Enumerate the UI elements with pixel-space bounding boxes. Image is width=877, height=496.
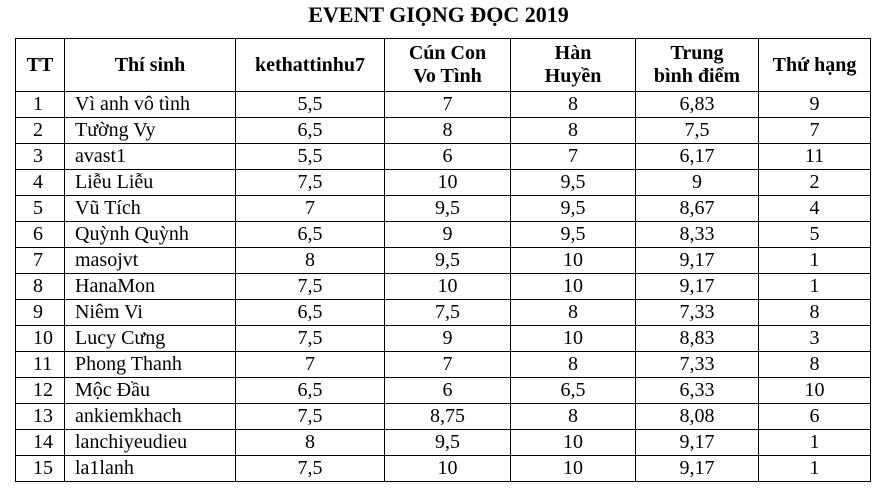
average-score-cell: 8,33	[636, 222, 759, 248]
judge-2-score-cell: 10	[385, 456, 511, 482]
contestant-name-cell: masojvt	[65, 248, 236, 274]
row-number-cell: 3	[16, 144, 65, 170]
judge-2-score-cell: 9	[385, 326, 511, 352]
judge-1-score-cell: 7,5	[236, 456, 385, 482]
judge-2-score-cell: 7	[385, 92, 511, 118]
row-number-cell: 13	[16, 404, 65, 430]
judge-2-score-cell: 8,75	[385, 404, 511, 430]
rank-cell: 8	[759, 300, 871, 326]
header-judge-3	[511, 39, 636, 92]
judge-2-score-cell: 7	[385, 352, 511, 378]
judge-2-score-cell: 10	[385, 170, 511, 196]
average-score-cell: 7,5	[636, 118, 759, 144]
judge-2-score-cell: 9	[385, 222, 511, 248]
judge-1-score-cell: 8	[236, 248, 385, 274]
judge-3-score-cell: 8	[511, 92, 636, 118]
judge-3-score-cell: 8	[511, 404, 636, 430]
average-score-cell: 9,17	[636, 248, 759, 274]
judge-1-score-cell: 7	[236, 196, 385, 222]
contestant-name-cell: Vì anh vô tình	[65, 92, 236, 118]
judge-2-score-cell: 8	[385, 118, 511, 144]
judge-3-score-cell: 10	[511, 274, 636, 300]
header-judge-2-line-1: Cún Con	[408, 42, 487, 64]
table-row	[16, 456, 871, 482]
average-score-cell: 9	[636, 170, 759, 196]
header-judge-3-line-1: Hàn	[554, 42, 592, 64]
header-judge-1: kethattinhu7	[236, 39, 385, 92]
row-number-cell: 1	[16, 92, 65, 118]
contestant-name-cell: la1lanh	[65, 456, 236, 482]
table-row	[16, 92, 871, 118]
judge-3-score-cell: 10	[511, 248, 636, 274]
header-average	[636, 39, 759, 92]
row-number-cell: 5	[16, 196, 65, 222]
rank-cell: 1	[759, 456, 871, 482]
table-row	[16, 404, 871, 430]
judge-3-score-cell: 8	[511, 352, 636, 378]
table-row	[16, 300, 871, 326]
header-judge-3-line-2: Huyền	[544, 65, 602, 87]
table-row	[16, 352, 871, 378]
contestant-name-cell: ankiemkhach	[65, 404, 236, 430]
contestant-name-cell: Liễu Liễu	[65, 170, 236, 196]
contestant-name-cell: Phong Thanh	[65, 352, 236, 378]
rank-cell: 2	[759, 170, 871, 196]
judge-1-score-cell: 6,5	[236, 378, 385, 404]
table-row	[16, 326, 871, 352]
table-body	[16, 92, 871, 482]
average-score-cell: 9,17	[636, 456, 759, 482]
header-rank: Thứ hạng	[759, 39, 871, 92]
judge-3-score-cell: 10	[511, 456, 636, 482]
average-score-cell: 9,17	[636, 430, 759, 456]
contestant-name-cell: avast1	[65, 144, 236, 170]
judge-3-score-cell: 7	[511, 144, 636, 170]
judge-3-score-cell: 9,5	[511, 170, 636, 196]
contestant-name-cell: HanaMon	[65, 274, 236, 300]
table-row	[16, 248, 871, 274]
judge-1-score-cell: 6,5	[236, 222, 385, 248]
rank-cell: 11	[759, 144, 871, 170]
rank-cell: 1	[759, 274, 871, 300]
average-score-cell: 6,17	[636, 144, 759, 170]
table-row	[16, 222, 871, 248]
average-score-cell: 7,33	[636, 352, 759, 378]
header-tt: TT	[16, 39, 65, 92]
judge-3-score-cell: 8	[511, 300, 636, 326]
table-row	[16, 430, 871, 456]
judge-1-score-cell: 5,5	[236, 144, 385, 170]
average-score-cell: 9,17	[636, 274, 759, 300]
average-score-cell: 7,33	[636, 300, 759, 326]
judge-1-score-cell: 7,5	[236, 274, 385, 300]
judge-1-score-cell: 6,5	[236, 300, 385, 326]
judge-1-score-cell: 7	[236, 352, 385, 378]
average-score-cell: 6,83	[636, 92, 759, 118]
contestant-name-cell: Lucy Cưng	[65, 326, 236, 352]
row-number-cell: 7	[16, 248, 65, 274]
average-score-cell: 8,08	[636, 404, 759, 430]
rank-cell: 7	[759, 118, 871, 144]
rank-cell: 1	[759, 430, 871, 456]
average-score-cell: 8,83	[636, 326, 759, 352]
judge-2-score-cell: 9,5	[385, 196, 511, 222]
rank-cell: 4	[759, 196, 871, 222]
judge-3-score-cell: 8	[511, 118, 636, 144]
table-row	[16, 378, 871, 404]
row-number-cell: 12	[16, 378, 65, 404]
average-score-cell: 6,33	[636, 378, 759, 404]
row-number-cell: 10	[16, 326, 65, 352]
row-number-cell: 15	[16, 456, 65, 482]
judge-1-score-cell: 7,5	[236, 404, 385, 430]
contestant-name-cell: Niêm Vi	[65, 300, 236, 326]
contestant-name-cell: Mộc Đầu	[65, 378, 236, 404]
rank-cell: 6	[759, 404, 871, 430]
row-number-cell: 2	[16, 118, 65, 144]
header-contestant: Thí sinh	[65, 39, 236, 92]
contestant-name-cell: Quỳnh Quỳnh	[65, 222, 236, 248]
header-judge-2-line-2: Vo Tình	[413, 65, 482, 87]
judge-3-score-cell: 6,5	[511, 378, 636, 404]
row-number-cell: 14	[16, 430, 65, 456]
contestant-name-cell: Tường Vy	[65, 118, 236, 144]
judge-3-score-cell: 9,5	[511, 222, 636, 248]
judge-2-score-cell: 10	[385, 274, 511, 300]
table-row	[16, 118, 871, 144]
judge-1-score-cell: 5,5	[236, 92, 385, 118]
row-number-cell: 4	[16, 170, 65, 196]
rank-cell: 5	[759, 222, 871, 248]
row-number-cell: 11	[16, 352, 65, 378]
header-row	[16, 39, 871, 92]
judge-3-score-cell: 10	[511, 430, 636, 456]
judge-3-score-cell: 10	[511, 326, 636, 352]
judge-1-score-cell: 7,5	[236, 170, 385, 196]
judge-2-score-cell: 7,5	[385, 300, 511, 326]
row-number-cell: 9	[16, 300, 65, 326]
judge-1-score-cell: 7,5	[236, 326, 385, 352]
rank-cell: 3	[759, 326, 871, 352]
judge-3-score-cell: 9,5	[511, 196, 636, 222]
judge-2-score-cell: 6	[385, 378, 511, 404]
rank-cell: 8	[759, 352, 871, 378]
rank-cell: 9	[759, 92, 871, 118]
header-average-line-1: Trung	[670, 42, 724, 64]
table-row	[16, 274, 871, 300]
contestant-name-cell: Vũ Tích	[65, 196, 236, 222]
judge-1-score-cell: 8	[236, 430, 385, 456]
header-judge-2	[385, 39, 511, 92]
header-average-line-2: bình điểm	[653, 65, 741, 87]
table-row	[16, 170, 871, 196]
row-number-cell: 8	[16, 274, 65, 300]
judge-2-score-cell: 6	[385, 144, 511, 170]
table-row	[16, 144, 871, 170]
judge-2-score-cell: 9,5	[385, 430, 511, 456]
judge-2-score-cell: 9,5	[385, 248, 511, 274]
row-number-cell: 6	[16, 222, 65, 248]
rank-cell: 1	[759, 248, 871, 274]
score-table	[15, 38, 871, 482]
average-score-cell: 8,67	[636, 196, 759, 222]
rank-cell: 10	[759, 378, 871, 404]
contestant-name-cell: lanchiyeudieu	[65, 430, 236, 456]
judge-1-score-cell: 6,5	[236, 118, 385, 144]
page-title: EVENT GIỌNG ĐỌC 2019	[308, 2, 569, 27]
table-row	[16, 196, 871, 222]
